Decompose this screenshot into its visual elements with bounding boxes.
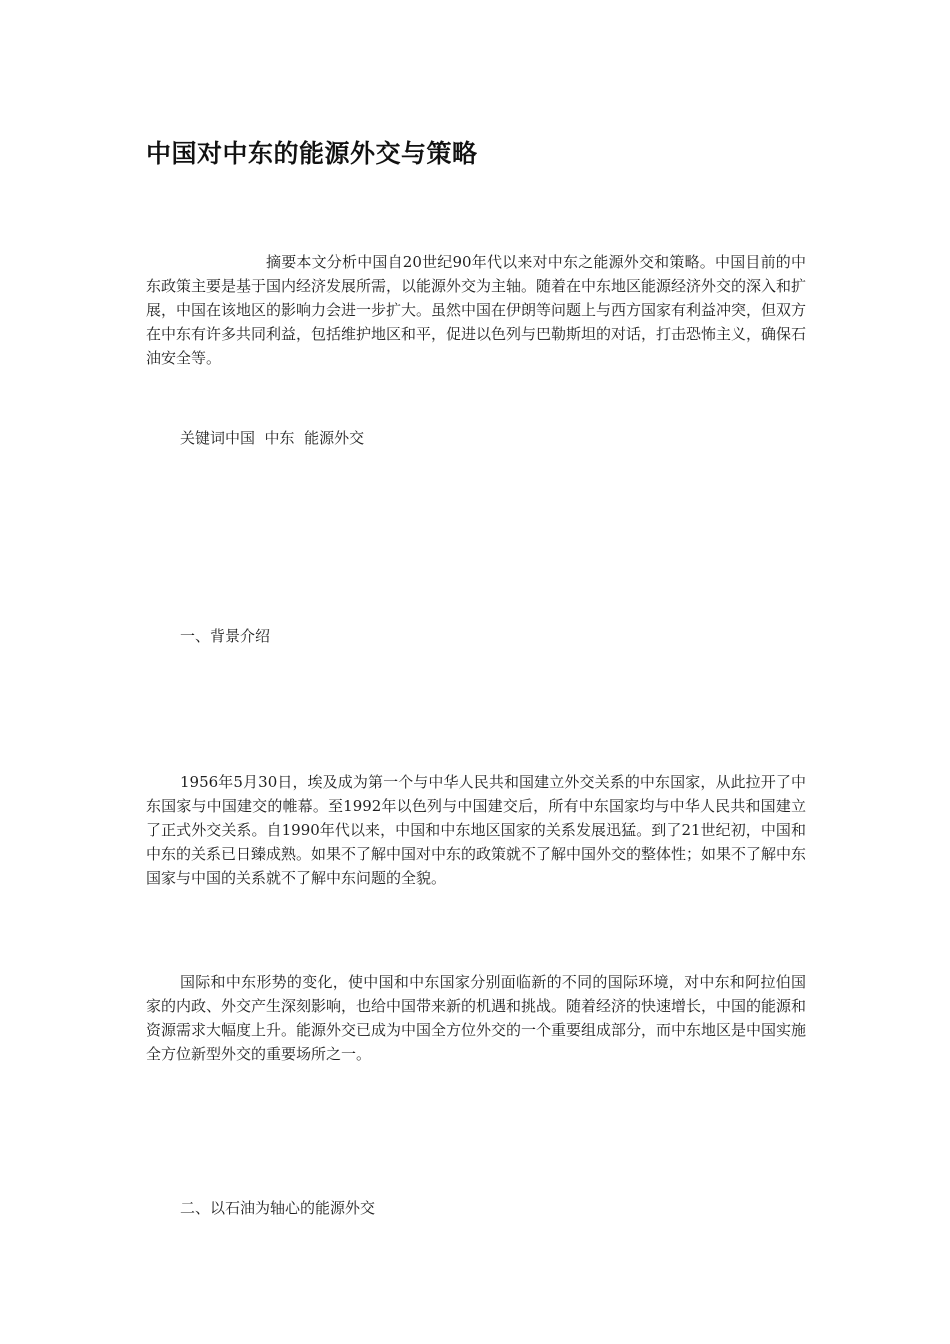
abstract-paragraph: 摘要本文分析中国自20世纪90年代以来对中东之能源外交和策略。中国目前的中东政策主要是基于国内经济发展所需，以能源外交为主轴。随着在中东地区能源经济外交的深入和扩展，中国在该地区的影响力会进一步扩大。虽然中国在伊朗等问题上与西方国家有利益冲突，但双方在中东有许多共同利益，包括维护地区和平，促进以色列与巴勒斯坦的对话，打击恐怖主义，确保石油安全等。 [146, 253, 807, 367]
document-title: 中国对中东的能源外交与策略 [146, 139, 478, 168]
body-paragraph-situation: 国际和中东形势的变化，使中国和中东国家分别面临新的不同的国际环境，对中东和阿拉伯国家的内政、外交产生深刻影响，也给中国带来新的机遇和挑战。随着经济的快速增长，中国的能源和资源需求大幅度上升。能源外交已成为中国全方位外交的一个重要组成部分，而中东地区是中国实施全方位新型外交的重要场所之一。 [146, 973, 807, 1063]
section-heading-background: 一、背景介绍 [180, 627, 271, 645]
body-paragraph-history: 1956年5月30日，埃及成为第一个与中华人民共和国建立外交关系的中东国家，从此拉开了中东国家与中国建交的帷幕。至1992年以色列与中国建交后，所有中东国家均与中华人民共和国建立了正式外交关系。自1990年代以来，中国和中东地区国家的关系发展迅猛。到了21世纪初，中国和中东的关系已日臻成熟。如果不了解中国对中东的政策就不了解中国外交的整体性；如果不了解中东国家与中国的关系就不了解中东问题的全貌。 [146, 773, 807, 887]
section-heading-oil-diplomacy: 二、以石油为轴心的能源外交 [180, 1199, 376, 1217]
keywords-line: 关键词中国 中东 能源外交 [180, 429, 365, 447]
